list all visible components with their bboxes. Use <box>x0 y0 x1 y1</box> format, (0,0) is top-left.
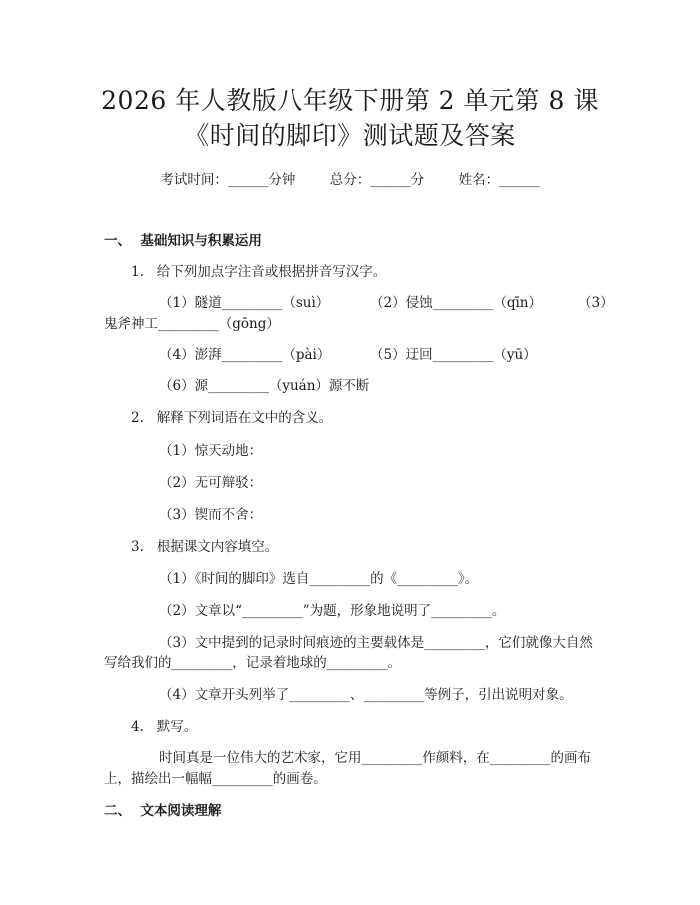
document-title-line1: 2026 年人教版八年级下册第 2 单元第 8 课 <box>101 86 599 115</box>
q2-item-3: （3）锲而不舍： <box>159 507 263 523</box>
q3-item-4: （4）文章开头列举了_________、_________等例子，引出说明对象。 <box>159 687 573 703</box>
section-heading-1: 一、 基础知识与积累运用 <box>104 233 262 249</box>
exam-score-field: 总分：______分 <box>329 172 425 188</box>
q1-item-5: （5）迂回_________（yū） <box>370 347 537 363</box>
section-heading-2: 二、 文本阅读理解 <box>104 803 222 819</box>
q1-item-4: （4）澎湃_________（pài） <box>159 347 331 363</box>
q1-item-3: 鬼斧神工_________（gōng） <box>104 316 280 332</box>
q2-item-2: （2）无可辩驳： <box>159 475 263 491</box>
q1-item-2: （2）侵蚀_________（qīn） <box>370 295 542 311</box>
q1-item-1: （1）隧道_________（suì） <box>159 295 330 311</box>
q3-item-2: （2）文章以“_________”为题，形象地说明了_________。 <box>159 603 506 619</box>
q1-item-3-number: （3） <box>578 295 614 311</box>
q3-item-1: （1）《时间的脚印》选自_________的《_________》。 <box>159 571 479 587</box>
question-4-stem: 4. 默写。 <box>131 719 198 735</box>
q4-line-2: 上，描绘出一幅幅_________的画卷。 <box>104 771 327 787</box>
q2-item-1: （1）惊天动地： <box>159 443 263 459</box>
document-title-line2: 《时间的脚印》测试题及答案 <box>184 121 516 150</box>
exam-info <box>0 168 700 188</box>
q3-item-3-line1: （3）文中提到的记录时间痕迹的主要载体是_________，它们就像大自然 <box>159 635 593 651</box>
exam-time-field: 考试时间：______分钟 <box>160 172 296 188</box>
question-1-stem: 1. 给下列加点字注音或根据拼音写汉字。 <box>131 264 387 280</box>
q4-line-1: 时间真是一位伟大的艺术家，它用_________作颜料，在_________的画布 <box>159 750 591 766</box>
exam-name-field: 姓名：______ <box>458 172 540 188</box>
q3-item-3-line2: 写给我们的_________，记录着地球的_________。 <box>104 655 401 671</box>
question-3-stem: 3. 根据课文内容填空。 <box>131 539 279 555</box>
q1-item-6: （6）源_________（yuán）源不断 <box>159 378 370 394</box>
question-2-stem: 2. 解释下列词语在文中的含义。 <box>131 410 333 426</box>
